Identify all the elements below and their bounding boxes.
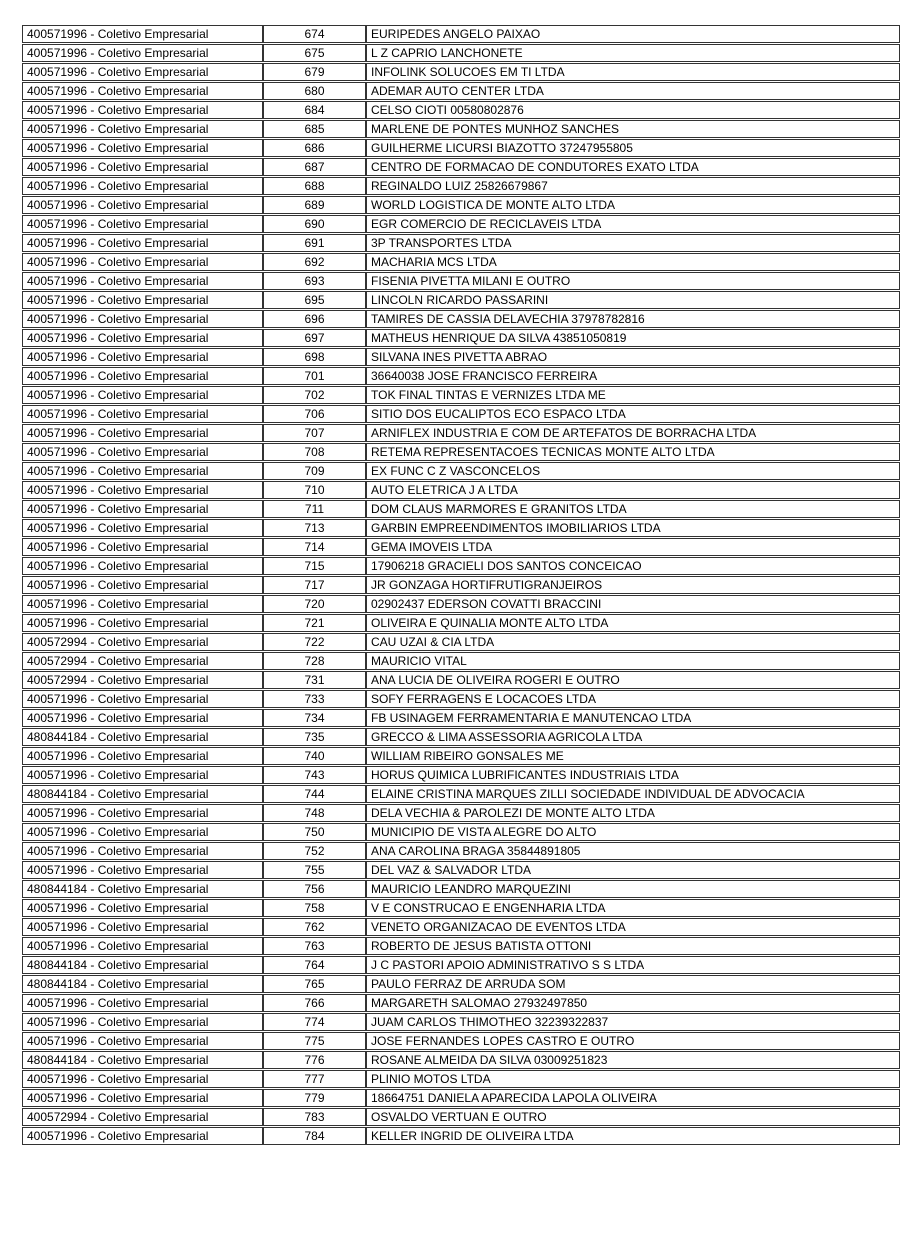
plan-cell: 400571996 - Coletivo Empresarial <box>22 63 263 81</box>
plan-cell: 400571996 - Coletivo Empresarial <box>22 1089 263 1107</box>
table-row <box>22 899 900 917</box>
code-cell: 696 <box>263 310 366 328</box>
plan-cell: 400571996 - Coletivo Empresarial <box>22 234 263 252</box>
name-cell: OSVALDO VERTUAN E OUTRO <box>366 1108 900 1126</box>
plan-cell: 480844184 - Coletivo Empresarial <box>22 1051 263 1069</box>
name-cell: V E CONSTRUCAO E ENGENHARIA LTDA <box>366 899 900 917</box>
name-cell: CENTRO DE FORMACAO DE CONDUTORES EXATO LTDA <box>366 158 900 176</box>
table-row <box>22 25 900 43</box>
plan-cell: 480844184 - Coletivo Empresarial <box>22 785 263 803</box>
name-cell: ANA CAROLINA BRAGA 35844891805 <box>366 842 900 860</box>
plan-cell: 400571996 - Coletivo Empresarial <box>22 82 263 100</box>
table-row <box>22 1070 900 1088</box>
table-row <box>22 215 900 233</box>
name-cell: MARLENE DE PONTES MUNHOZ SANCHES <box>366 120 900 138</box>
table-row <box>22 424 900 442</box>
plan-cell: 400571996 - Coletivo Empresarial <box>22 272 263 290</box>
name-cell: PAULO FERRAZ DE ARRUDA SOM <box>366 975 900 993</box>
plan-cell: 400571996 - Coletivo Empresarial <box>22 481 263 499</box>
name-cell: RETEMA REPRESENTACOES TECNICAS MONTE ALTO LTDA <box>366 443 900 461</box>
name-cell: WORLD LOGISTICA DE MONTE ALTO LTDA <box>366 196 900 214</box>
code-cell: 717 <box>263 576 366 594</box>
plan-cell: 400571996 - Coletivo Empresarial <box>22 424 263 442</box>
table-row <box>22 101 900 119</box>
name-cell: DELA VECHIA & PAROLEZI DE MONTE ALTO LTDA <box>366 804 900 822</box>
table-row <box>22 139 900 157</box>
table-row <box>22 196 900 214</box>
table-row <box>22 272 900 290</box>
table-row <box>22 557 900 575</box>
plan-cell: 400571996 - Coletivo Empresarial <box>22 1032 263 1050</box>
plan-cell: 400571996 - Coletivo Empresarial <box>22 500 263 518</box>
name-cell: VENETO ORGANIZACAO DE EVENTOS LTDA <box>366 918 900 936</box>
name-cell: OLIVEIRA E QUINALIA MONTE ALTO LTDA <box>366 614 900 632</box>
table-row <box>22 994 900 1012</box>
plan-cell: 400571996 - Coletivo Empresarial <box>22 367 263 385</box>
code-cell: 695 <box>263 291 366 309</box>
code-cell: 715 <box>263 557 366 575</box>
name-cell: DOM CLAUS MARMORES E GRANITOS LTDA <box>366 500 900 518</box>
code-cell: 734 <box>263 709 366 727</box>
code-cell: 776 <box>263 1051 366 1069</box>
table-row <box>22 120 900 138</box>
name-cell: 36640038 JOSE FRANCISCO FERREIRA <box>366 367 900 385</box>
plan-cell: 480844184 - Coletivo Empresarial <box>22 956 263 974</box>
name-cell: 3P TRANSPORTES LTDA <box>366 234 900 252</box>
name-cell: CELSO CIOTI 00580802876 <box>366 101 900 119</box>
plan-cell: 400571996 - Coletivo Empresarial <box>22 291 263 309</box>
name-cell: ROSANE ALMEIDA DA SILVA 03009251823 <box>366 1051 900 1069</box>
plan-cell: 400571996 - Coletivo Empresarial <box>22 918 263 936</box>
plan-cell: 400571996 - Coletivo Empresarial <box>22 310 263 328</box>
plan-cell: 400571996 - Coletivo Empresarial <box>22 614 263 632</box>
name-cell: HORUS QUIMICA LUBRIFICANTES INDUSTRIAIS LTDA <box>366 766 900 784</box>
code-cell: 684 <box>263 101 366 119</box>
table-row <box>22 956 900 974</box>
code-cell: 690 <box>263 215 366 233</box>
name-cell: DEL VAZ & SALVADOR LTDA <box>366 861 900 879</box>
code-cell: 777 <box>263 1070 366 1088</box>
code-cell: 689 <box>263 196 366 214</box>
plan-cell: 400572994 - Coletivo Empresarial <box>22 633 263 651</box>
table-row <box>22 766 900 784</box>
name-cell: GEMA IMOVEIS LTDA <box>366 538 900 556</box>
name-cell: EX FUNC C Z VASCONCELOS <box>366 462 900 480</box>
code-cell: 762 <box>263 918 366 936</box>
plan-cell: 400571996 - Coletivo Empresarial <box>22 1070 263 1088</box>
table-row <box>22 462 900 480</box>
name-cell: J C PASTORI APOIO ADMINISTRATIVO S S LTDA <box>366 956 900 974</box>
table-row <box>22 500 900 518</box>
name-cell: INFOLINK SOLUCOES EM TI LTDA <box>366 63 900 81</box>
code-cell: 692 <box>263 253 366 271</box>
name-cell: TAMIRES DE CASSIA DELAVECHIA 37978782816 <box>366 310 900 328</box>
table-row <box>22 177 900 195</box>
table-row <box>22 823 900 841</box>
code-cell: 735 <box>263 728 366 746</box>
table-row <box>22 576 900 594</box>
code-cell: 686 <box>263 139 366 157</box>
name-cell: L Z CAPRIO LANCHONETE <box>366 44 900 62</box>
plan-cell: 400572994 - Coletivo Empresarial <box>22 652 263 670</box>
plan-cell: 400571996 - Coletivo Empresarial <box>22 386 263 404</box>
plan-cell: 400571996 - Coletivo Empresarial <box>22 804 263 822</box>
table-row <box>22 519 900 537</box>
table-row <box>22 614 900 632</box>
code-cell: 764 <box>263 956 366 974</box>
table-row <box>22 861 900 879</box>
code-cell: 740 <box>263 747 366 765</box>
plan-cell: 400571996 - Coletivo Empresarial <box>22 253 263 271</box>
code-cell: 763 <box>263 937 366 955</box>
name-cell: MAURICIO LEANDRO MARQUEZINI <box>366 880 900 898</box>
table-row <box>22 310 900 328</box>
plan-cell: 400571996 - Coletivo Empresarial <box>22 139 263 157</box>
plan-cell: 400571996 - Coletivo Empresarial <box>22 747 263 765</box>
plan-cell: 400571996 - Coletivo Empresarial <box>22 158 263 176</box>
name-cell: MUNICIPIO DE VISTA ALEGRE DO ALTO <box>366 823 900 841</box>
code-cell: 752 <box>263 842 366 860</box>
table-row <box>22 538 900 556</box>
name-cell: MATHEUS HENRIQUE DA SILVA 43851050819 <box>366 329 900 347</box>
table-row <box>22 158 900 176</box>
table-row <box>22 842 900 860</box>
code-cell: 744 <box>263 785 366 803</box>
plan-cell: 400571996 - Coletivo Empresarial <box>22 937 263 955</box>
code-cell: 775 <box>263 1032 366 1050</box>
code-cell: 743 <box>263 766 366 784</box>
name-cell: ROBERTO DE JESUS BATISTA OTTONI <box>366 937 900 955</box>
code-cell: 697 <box>263 329 366 347</box>
table-row <box>22 880 900 898</box>
table-row <box>22 1127 900 1145</box>
table-row <box>22 671 900 689</box>
table-row <box>22 633 900 651</box>
code-cell: 755 <box>263 861 366 879</box>
code-cell: 711 <box>263 500 366 518</box>
name-cell: FISENIA PIVETTA MILANI E OUTRO <box>366 272 900 290</box>
code-cell: 687 <box>263 158 366 176</box>
name-cell: SILVANA INES PIVETTA ABRAO <box>366 348 900 366</box>
table-row <box>22 785 900 803</box>
table-row <box>22 918 900 936</box>
code-cell: 748 <box>263 804 366 822</box>
name-cell: CAU UZAI & CIA LTDA <box>366 633 900 651</box>
table-body <box>22 25 900 1145</box>
name-cell: JR GONZAGA HORTIFRUTIGRANJEIROS <box>366 576 900 594</box>
code-cell: 714 <box>263 538 366 556</box>
name-cell: JOSE FERNANDES LOPES CASTRO E OUTRO <box>366 1032 900 1050</box>
name-cell: 18664751 DANIELA APARECIDA LAPOLA OLIVEIRA <box>366 1089 900 1107</box>
plan-cell: 400571996 - Coletivo Empresarial <box>22 519 263 537</box>
table-row <box>22 728 900 746</box>
code-cell: 679 <box>263 63 366 81</box>
code-cell: 680 <box>263 82 366 100</box>
plan-cell: 400571996 - Coletivo Empresarial <box>22 25 263 43</box>
plan-cell: 400571996 - Coletivo Empresarial <box>22 557 263 575</box>
plan-cell: 400571996 - Coletivo Empresarial <box>22 44 263 62</box>
name-cell: GARBIN EMPREENDIMENTOS IMOBILIARIOS LTDA <box>366 519 900 537</box>
table-row <box>22 443 900 461</box>
name-cell: WILLIAM RIBEIRO GONSALES ME <box>366 747 900 765</box>
plan-cell: 400571996 - Coletivo Empresarial <box>22 120 263 138</box>
code-cell: 710 <box>263 481 366 499</box>
code-cell: 675 <box>263 44 366 62</box>
code-cell: 707 <box>263 424 366 442</box>
plan-cell: 400571996 - Coletivo Empresarial <box>22 1127 263 1145</box>
name-cell: GUILHERME LICURSI BIAZOTTO 37247955805 <box>366 139 900 157</box>
code-cell: 779 <box>263 1089 366 1107</box>
table-row <box>22 348 900 366</box>
table-row <box>22 367 900 385</box>
table-row <box>22 937 900 955</box>
table-row <box>22 405 900 423</box>
table-row <box>22 329 900 347</box>
plan-cell: 400571996 - Coletivo Empresarial <box>22 842 263 860</box>
name-cell: MAURICIO VITAL <box>366 652 900 670</box>
table-row <box>22 709 900 727</box>
table-row <box>22 63 900 81</box>
plan-cell: 400571996 - Coletivo Empresarial <box>22 329 263 347</box>
code-cell: 708 <box>263 443 366 461</box>
plan-cell: 480844184 - Coletivo Empresarial <box>22 880 263 898</box>
name-cell: TOK FINAL TINTAS E VERNIZES LTDA ME <box>366 386 900 404</box>
name-cell: 02902437 EDERSON COVATTI BRACCINI <box>366 595 900 613</box>
name-cell: ELAINE CRISTINA MARQUES ZILLI SOCIEDADE INDIVIDUAL DE ADVOCACIA <box>366 785 900 803</box>
code-cell: 766 <box>263 994 366 1012</box>
table-row <box>22 386 900 404</box>
code-cell: 709 <box>263 462 366 480</box>
code-cell: 702 <box>263 386 366 404</box>
code-cell: 674 <box>263 25 366 43</box>
plan-cell: 400571996 - Coletivo Empresarial <box>22 1013 263 1031</box>
plan-cell: 400571996 - Coletivo Empresarial <box>22 861 263 879</box>
records-table <box>22 24 900 1146</box>
code-cell: 756 <box>263 880 366 898</box>
table-row <box>22 253 900 271</box>
code-cell: 691 <box>263 234 366 252</box>
table-row <box>22 1013 900 1031</box>
table-row <box>22 44 900 62</box>
name-cell: FB USINAGEM FERRAMENTARIA E MANUTENCAO LTDA <box>366 709 900 727</box>
name-cell: MARGARETH SALOMAO 27932497850 <box>366 994 900 1012</box>
name-cell: SITIO DOS EUCALIPTOS ECO ESPACO LTDA <box>366 405 900 423</box>
name-cell: MACHARIA MCS LTDA <box>366 253 900 271</box>
name-cell: EURIPEDES ANGELO PAIXAO <box>366 25 900 43</box>
table-row <box>22 82 900 100</box>
name-cell: PLINIO MOTOS LTDA <box>366 1070 900 1088</box>
plan-cell: 400571996 - Coletivo Empresarial <box>22 405 263 423</box>
table-row <box>22 595 900 613</box>
plan-cell: 400572994 - Coletivo Empresarial <box>22 1108 263 1126</box>
name-cell: GRECCO & LIMA ASSESSORIA AGRICOLA LTDA <box>366 728 900 746</box>
name-cell: 17906218 GRACIELI DOS SANTOS CONCEICAO <box>366 557 900 575</box>
code-cell: 721 <box>263 614 366 632</box>
plan-cell: 400571996 - Coletivo Empresarial <box>22 215 263 233</box>
plan-cell: 400571996 - Coletivo Empresarial <box>22 766 263 784</box>
table-row <box>22 1051 900 1069</box>
plan-cell: 400571996 - Coletivo Empresarial <box>22 690 263 708</box>
plan-cell: 400571996 - Coletivo Empresarial <box>22 177 263 195</box>
table-row <box>22 1089 900 1107</box>
plan-cell: 400571996 - Coletivo Empresarial <box>22 462 263 480</box>
plan-cell: 400571996 - Coletivo Empresarial <box>22 994 263 1012</box>
name-cell: JUAM CARLOS THIMOTHEO 32239322837 <box>366 1013 900 1031</box>
code-cell: 693 <box>263 272 366 290</box>
code-cell: 774 <box>263 1013 366 1031</box>
plan-cell: 400572994 - Coletivo Empresarial <box>22 671 263 689</box>
name-cell: ARNIFLEX INDUSTRIA E COM DE ARTEFATOS DE BORRACHA LTDA <box>366 424 900 442</box>
table-row <box>22 804 900 822</box>
name-cell: ADEMAR AUTO CENTER LTDA <box>366 82 900 100</box>
code-cell: 784 <box>263 1127 366 1145</box>
code-cell: 733 <box>263 690 366 708</box>
name-cell: AUTO ELETRICA J A LTDA <box>366 481 900 499</box>
table-row <box>22 1108 900 1126</box>
table-row <box>22 975 900 993</box>
code-cell: 706 <box>263 405 366 423</box>
table-row <box>22 481 900 499</box>
code-cell: 722 <box>263 633 366 651</box>
plan-cell: 400571996 - Coletivo Empresarial <box>22 101 263 119</box>
plan-cell: 400571996 - Coletivo Empresarial <box>22 443 263 461</box>
table-row <box>22 690 900 708</box>
code-cell: 728 <box>263 652 366 670</box>
code-cell: 698 <box>263 348 366 366</box>
plan-cell: 400571996 - Coletivo Empresarial <box>22 823 263 841</box>
table-row <box>22 747 900 765</box>
plan-cell: 400571996 - Coletivo Empresarial <box>22 709 263 727</box>
code-cell: 701 <box>263 367 366 385</box>
code-cell: 720 <box>263 595 366 613</box>
name-cell: EGR COMERCIO DE RECICLAVEIS LTDA <box>366 215 900 233</box>
name-cell: REGINALDO LUIZ 25826679867 <box>366 177 900 195</box>
table-row <box>22 291 900 309</box>
name-cell: SOFY FERRAGENS E LOCACOES LTDA <box>366 690 900 708</box>
plan-cell: 400571996 - Coletivo Empresarial <box>22 538 263 556</box>
code-cell: 731 <box>263 671 366 689</box>
plan-cell: 400571996 - Coletivo Empresarial <box>22 196 263 214</box>
code-cell: 765 <box>263 975 366 993</box>
plan-cell: 400571996 - Coletivo Empresarial <box>22 899 263 917</box>
code-cell: 783 <box>263 1108 366 1126</box>
code-cell: 685 <box>263 120 366 138</box>
code-cell: 688 <box>263 177 366 195</box>
name-cell: KELLER INGRID DE OLIVEIRA LTDA <box>366 1127 900 1145</box>
plan-cell: 400571996 - Coletivo Empresarial <box>22 576 263 594</box>
code-cell: 713 <box>263 519 366 537</box>
table-row <box>22 234 900 252</box>
code-cell: 758 <box>263 899 366 917</box>
plan-cell: 400571996 - Coletivo Empresarial <box>22 595 263 613</box>
table-row <box>22 1032 900 1050</box>
plan-cell: 480844184 - Coletivo Empresarial <box>22 728 263 746</box>
code-cell: 750 <box>263 823 366 841</box>
name-cell: ANA LUCIA DE OLIVEIRA ROGERI E OUTRO <box>366 671 900 689</box>
plan-cell: 480844184 - Coletivo Empresarial <box>22 975 263 993</box>
table-row <box>22 652 900 670</box>
plan-cell: 400571996 - Coletivo Empresarial <box>22 348 263 366</box>
name-cell: LINCOLN RICARDO PASSARINI <box>366 291 900 309</box>
